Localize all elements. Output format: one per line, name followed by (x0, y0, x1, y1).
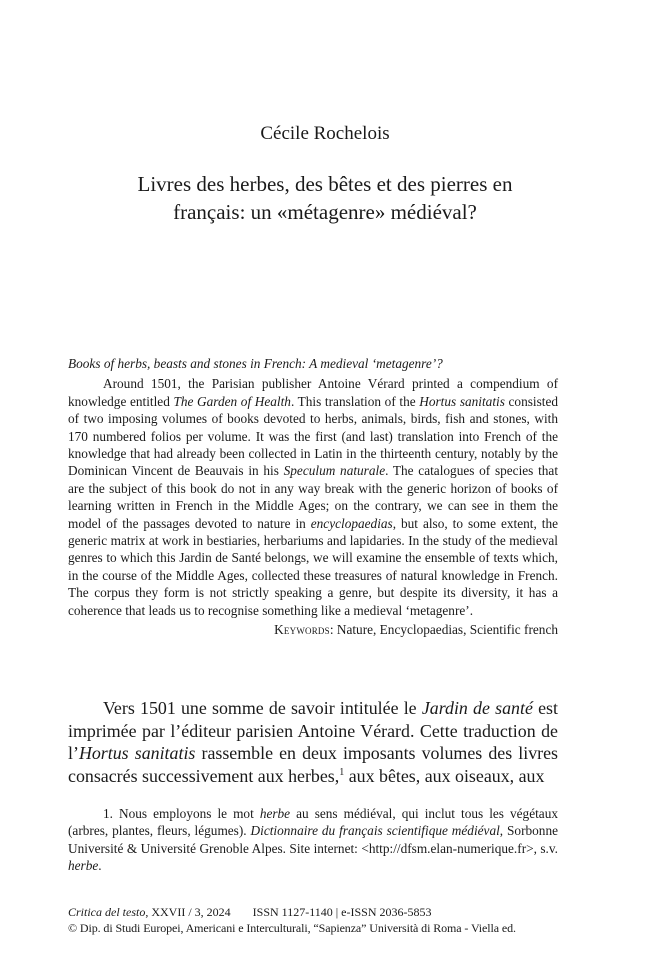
main-italic: Hortus sanitatis (78, 743, 196, 764)
main-text-run: Vers 1501 une somme de savoir intitulée le (103, 698, 422, 718)
main-italic: Jardin de santé (421, 698, 533, 718)
abstract-paragraph (68, 375, 558, 619)
abstract-italic: encyclopaedias (310, 515, 393, 531)
footnote-text: . (98, 858, 102, 874)
page-footer (68, 904, 568, 936)
main-text-run: aux bêtes, aux oiseaux, aux (344, 765, 545, 786)
footnote-italic: herbe (259, 806, 291, 821)
footnote-italic: herbe (68, 858, 99, 874)
keywords-label: Keywords (274, 622, 330, 638)
abstract-text: consisted of two imposing volumes of books devoted to herbs, animals, birds, fish and stones, with 170 numbered folios per volume. It was the first (and last) translation into French of the knowledge that had already been collected in Latin in the thirteenth century, notably by the Dominican Vincent de Beauvais in his (68, 393, 558, 479)
footnote-reference[interactable]: 1 (339, 766, 345, 778)
abstract-text: Around 1501, the Parisian publisher Antoine Vérard printed a compendium of knowledge entitled (68, 376, 558, 409)
footnote-text: 1. Nous employons le mot (103, 806, 260, 821)
article-title (0, 170, 650, 226)
abstract-italic: Hortus sanitatis (419, 393, 505, 409)
abstract-italic: Speculum naturale (283, 463, 386, 479)
keywords-list: : Nature, Encyclopaedias, Scientific french (329, 622, 558, 638)
main-text-run: est imprimée par l’éditeur parisien Antoine Vérard. Cette traduction de l’ (68, 698, 558, 764)
keywords-line (68, 621, 558, 638)
footer-journal-line (68, 904, 568, 920)
abstract-text: . This translation of the (290, 393, 420, 409)
footnote-text: au sens médiéval, qui inclut tous les végétaux (arbres, plantes, fleurs, légumes). (68, 806, 558, 839)
journal-issue: , XXVII / 3, 2024 (145, 905, 231, 919)
abstract-text: , but also, to some extent, the generic matrix at work in bestiaries, herbariums and lapidaries. In the study of the medieval genres to which this Jardin de Santé belongs, we will examine the ensemble of texts which, in the course of the Middle Ages, collected these treasures of natural knowledge in French. The corpus they form is not strictly speaking a genre, but despite its diversity, it has a coherence that leads us to recognise something like a medieval ‘metagenre’. (68, 515, 558, 618)
main-text-run: rassemble en deux imposants volumes des livres consacrés successivement aux herbes, (68, 743, 558, 786)
journal-name: Critica del testo (68, 905, 146, 919)
footnote-italic: Dictionnaire du français scientifique médiéval (250, 823, 500, 839)
main-text (68, 697, 558, 787)
main-paragraph (68, 697, 558, 787)
abstract (68, 355, 558, 639)
footnote-text: , Sorbonne Université & Université Grenoble Alpes. Site internet: <http://dfsm.elan-numerique.fr>, s.v. (68, 823, 558, 856)
footnote (68, 805, 558, 875)
title-line-2: français: un «métagenre» médiéval? (173, 200, 477, 224)
abstract-text: . The catalogues of species that are the subject of this book do not in any way break with the generic horizon of books of learning written in French in the Middle Ages; on the contrary, we can see in them the model of the passages devoted to nature in (68, 463, 559, 531)
abstract-heading: Books of herbs, beasts and stones in French: A medieval ‘metagenre’? (68, 356, 443, 371)
abstract-body (68, 375, 558, 619)
journal-issn: ISSN 1127-1140 | e-ISSN 2036-5853 (252, 905, 432, 919)
author-name: Cécile Rochelois (260, 123, 390, 144)
title-line-1: Livres des herbes, des bêtes et des pierres en (137, 172, 513, 196)
footer-copyright: © Dip. di Studi Europei, Americani e Interculturali, “Sapienza” Università di Roma - Viella ed. (68, 921, 516, 935)
abstract-italic: The Garden of Health (173, 393, 291, 409)
footnote-paragraph (68, 805, 558, 875)
